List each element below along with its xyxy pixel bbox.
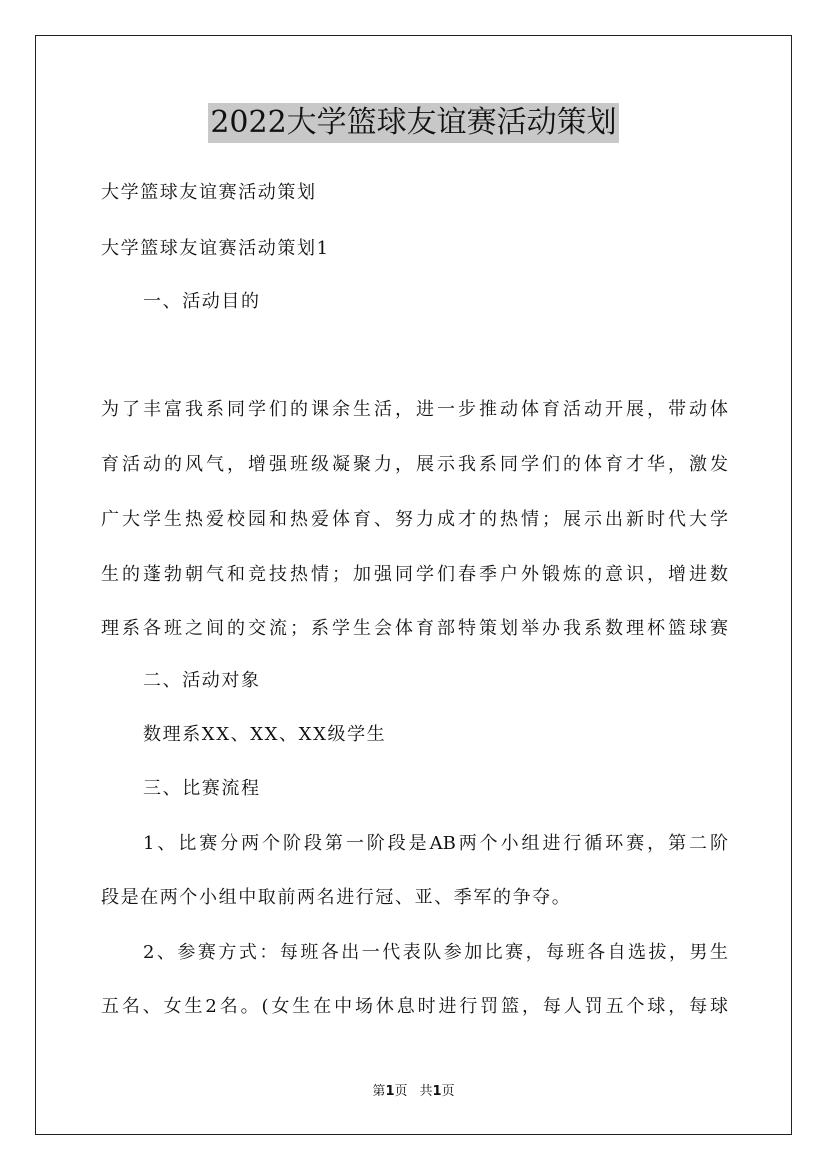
body-line: 为了丰富我系同学们的课余生活，进一步推动体育活动开展，带动体 [101,399,728,420]
footer-page-current: 1 [385,1084,395,1099]
section-heading-purpose: 一、活动目的 [143,291,261,312]
paragraph-subheading: 大学篮球友谊赛活动策划1 [101,238,330,259]
body-line: 育活动的风气，增强班级凝聚力，展示我系同学们的体育才华，激发 [101,454,728,475]
body-line: 理系各班之间的交流；系学生会体育部特策划举办我系数理杯篮球赛 [101,618,728,639]
body-line: 生的蓬勃朝气和竞技热情；加强同学们春季户外锻炼的意识，增进数 [101,564,728,585]
footer-page-mid: 页 [394,1084,408,1099]
body-line: 1、比赛分两个阶段第一阶段是AB两个小组进行循环赛，第二阶 [143,833,728,854]
section-heading-target: 二、活动对象 [143,670,261,691]
body-line: 2、参赛方式：每班各出一代表队参加比赛，每班各自选拔，男生 [143,942,728,963]
section-heading-process: 三、比赛流程 [143,778,261,799]
body-line: 五名、女生2名。(女生在中场休息时进行罚篮，每人罚五个球，每球 [101,996,728,1017]
footer-total-prefix: 共 [419,1084,433,1099]
title-container [0,103,827,143]
document-title: 2022大学篮球友谊赛活动策划 [208,103,618,143]
body-line: 数理系XX、XX、XX级学生 [143,724,387,745]
body-line: 广大学生热爱校园和热爱体育、努力成才的热情；展示出新时代大学 [101,509,728,530]
page-footer [0,1083,827,1101]
body-line: 段是在两个小组中取前两名进行冠、亚、季军的争夺。 [101,887,572,908]
footer-page-total: 1 [432,1084,442,1099]
footer-page-prefix: 第 [372,1084,386,1099]
footer-total-suffix: 页 [441,1084,455,1099]
paragraph-heading: 大学篮球友谊赛活动策划 [101,182,317,203]
